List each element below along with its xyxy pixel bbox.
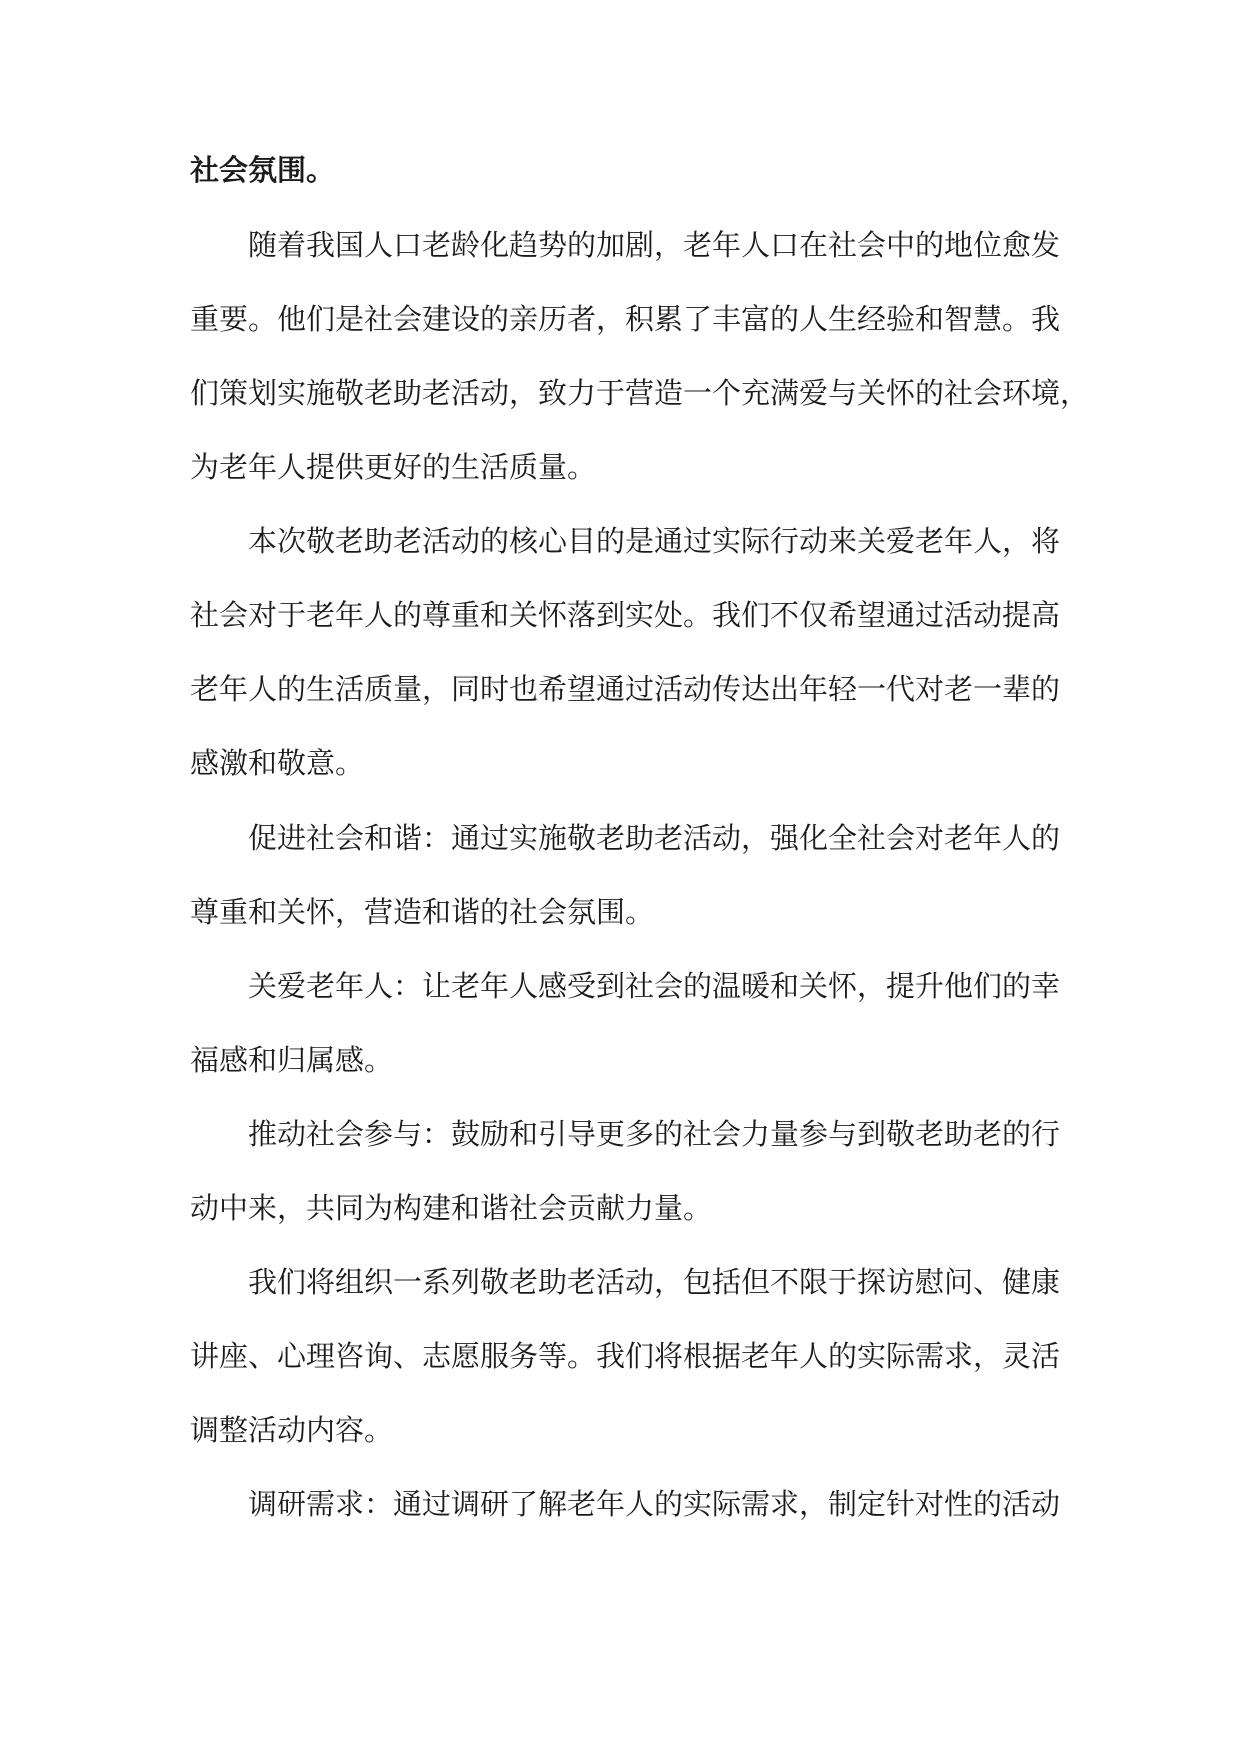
paragraph-1-line-2: 重要。他们是社会建设的亲历者，积累了丰富的人生经验和智慧。我 bbox=[190, 302, 1061, 336]
paragraph-4-line-2: 福感和归属感。 bbox=[190, 1043, 394, 1077]
paragraph-2-line-2: 社会对于老年人的尊重和关怀落到实处。我们不仅希望通过活动提高 bbox=[190, 598, 1061, 632]
text-line-heading-tail: 社会氛围。 bbox=[190, 153, 336, 187]
paragraph-5-line-2: 动中来，共同为构建和谐社会贡献力量。 bbox=[190, 1191, 713, 1225]
paragraph-1-line-4: 为老年人提供更好的生活质量。 bbox=[190, 450, 597, 484]
paragraph-3-line-2: 尊重和关怀，营造和谐的社会氛围。 bbox=[190, 895, 655, 929]
paragraph-6-line-2: 讲座、心理咨询、志愿服务等。我们将根据老年人的实际需求，灵活 bbox=[190, 1339, 1061, 1373]
paragraph-2-line-1: 本次敬老助老活动的核心目的是通过实际行动来关爱老年人，将 bbox=[248, 524, 1061, 558]
paragraph-4-line-1: 关爱老年人：让老年人感受到社会的温暖和关怀，提升他们的幸 bbox=[248, 969, 1061, 1003]
paragraph-1-line-1: 随着我国人口老龄化趋势的加剧，老年人口在社会中的地位愈发 bbox=[248, 228, 1061, 262]
paragraph-5-line-1: 推动社会参与：鼓励和引导更多的社会力量参与到敬老助老的行 bbox=[248, 1117, 1061, 1151]
paragraph-6-line-1: 我们将组织一系列敬老助老活动，包括但不限于探访慰问、健康 bbox=[248, 1265, 1061, 1299]
paragraph-3-line-1: 促进社会和谐：通过实施敬老助老活动，强化全社会对老年人的 bbox=[248, 821, 1061, 855]
paragraph-2-line-4: 感激和敬意。 bbox=[190, 746, 365, 780]
paragraph-2-line-3: 老年人的生活质量，同时也希望通过活动传达出年轻一代对老一辈的 bbox=[190, 672, 1061, 706]
paragraph-7-line-1: 调研需求：通过调研了解老年人的实际需求，制定针对性的活动 bbox=[248, 1487, 1061, 1521]
paragraph-1-line-3: 们策划实施敬老助老活动，致力于营造一个充满爱与关怀的社会环境， bbox=[190, 376, 1090, 410]
paragraph-6-line-3: 调整活动内容。 bbox=[190, 1413, 394, 1447]
